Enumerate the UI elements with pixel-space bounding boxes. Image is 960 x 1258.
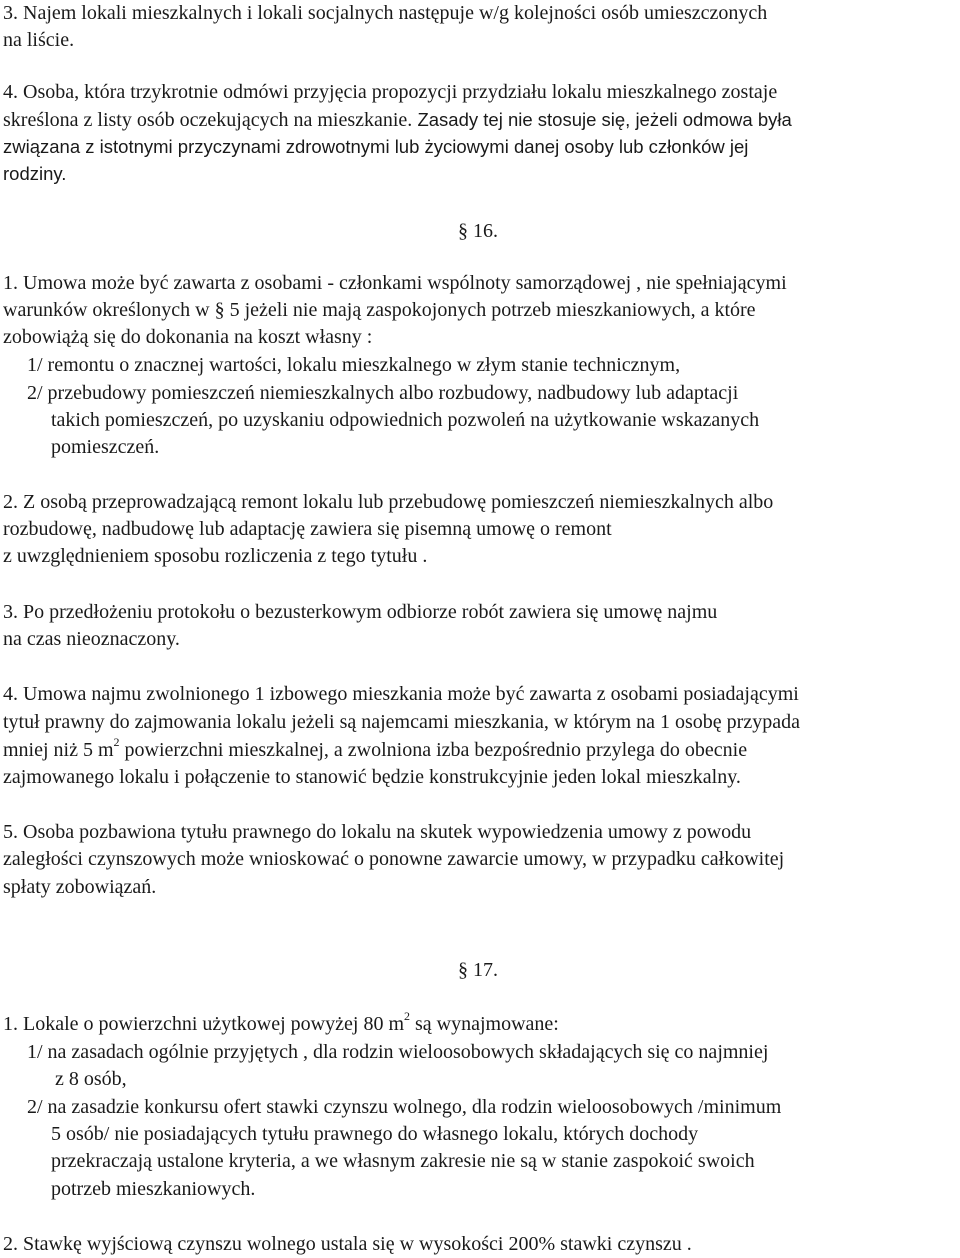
s16-point-5-line-3: spłaty zobowiązań.: [3, 876, 157, 898]
paragraph-3-line-2: na liście.: [3, 29, 75, 51]
s16-point-4-line-3-start: mniej niż 5 m: [3, 739, 114, 761]
s16-point-5-line-2: zaległości czynszowych może wnioskować o ponowne zawarcie umowy, w przypadku całkowitej: [3, 848, 785, 870]
s17-point-1-item-2-line-2: 5 osób/ nie posiadających tytułu prawnego do własnego lokalu, których dochody: [51, 1123, 699, 1145]
paragraph-4-line-2-sans: Zasady tej nie stosuje się, jeżeli odmowa była: [412, 109, 792, 130]
s17-point-1-item-1-line-1: 1/ na zasadach ogólnie przyjętych , dla rodzin wieloosobowych składających się co najmniej: [27, 1041, 769, 1063]
superscript-2: 2: [113, 735, 120, 750]
s16-point-1-line-2: warunków określonych w § 5 jeżeli nie mają zaspokojonych potrzeb mieszkaniowych, a które: [3, 299, 756, 321]
s17-point-1-item-2-line-1: 2/ na zasadzie konkursu ofert stawki czynszu wolnego, dla rodzin wieloosobowych /minimum: [27, 1096, 782, 1118]
s16-point-1-item-2-line-3: pomieszczeń.: [51, 436, 160, 458]
s16-point-3-line-2: na czas nieoznaczony.: [3, 628, 180, 650]
s16-point-4-line-2: tytuł prawny do zajmowania lokalu jeżeli są najemcami mieszkania, w którym na 1 osobę przypada: [3, 711, 800, 733]
s16-point-1-line-1: 1. Umowa może być zawarta z osobami - członkami wspólnoty samorządowej , nie spełniającymi: [3, 272, 787, 294]
s16-point-1-item-2-line-1: 2/ przebudowy pomieszczeń niemieszkalnych albo rozbudowy, nadbudowy lub adaptacji: [27, 382, 739, 404]
s17-point-1-line-1-start: 1. Lokale o powierzchni użytkowej powyżej 80 m: [3, 1013, 404, 1035]
s16-point-1-item-1: 1/ remontu o znacznej wartości, lokalu mieszkalnego w złym stanie technicznym,: [27, 354, 681, 376]
s16-point-1-line-3: zobowiążą się do dokonania na koszt własny :: [3, 326, 373, 348]
paragraph-4-line-2: [3, 106, 792, 134]
paragraph-3-line-1: 3. Najem lokali mieszkalnych i lokali socjalnych następuje w/g kolejności osób umieszczonych: [3, 2, 768, 24]
paragraph-4-line-3: związana z istotnymi przyczynami zdrowotnymi lub życiowymi danej osoby lub członków jej: [3, 136, 749, 157]
s16-point-4-line-4: zajmowanego lokalu i połączenie to stanowić będzie konstrukcyjnie jeden lokal mieszkalny.: [3, 766, 741, 788]
s17-point-1-item-2-line-4: potrzeb mieszkaniowych.: [51, 1178, 256, 1200]
s16-point-2-line-2: rozbudowę, nadbudowę lub adaptację zawiera się pisemną umowę o remont: [3, 518, 612, 540]
superscript-2: 2: [404, 1009, 410, 1024]
s17-point-1-line-1-end: są wynajmowane:: [410, 1013, 559, 1035]
s16-point-2-line-3: z uwzględnieniem sposobu rozliczenia z tego tytułu .: [3, 545, 428, 567]
s16-point-1-item-2-line-2: takich pomieszczeń, po uzyskaniu odpowiednich pozwoleń na użytkowanie wskazanych: [51, 409, 760, 431]
s16-point-5-line-1: 5. Osoba pozbawiona tytułu prawnego do lokalu na skutek wypowiedzenia umowy z powodu: [3, 821, 752, 843]
paragraph-4-line-4: rodziny.: [3, 163, 67, 184]
section-17-heading: § 17.: [458, 959, 498, 981]
s17-point-2-line-1: 2. Stawkę wyjściową czynszu wolnego ustala się w wysokości 200% stawki czynszu .: [3, 1233, 692, 1255]
s16-point-4-line-3-end: powierzchni mieszkalnej, a zwolniona izba bezpośrednio przylega do obecnie: [119, 739, 748, 761]
s16-point-4-line-3: [3, 737, 747, 764]
s17-point-1-item-1-line-2: z 8 osób,: [55, 1068, 127, 1090]
s17-point-1-item-2-line-3: przekraczają ustalone kryteria, a we własnym zakresie nie są w stanie zaspokoić swoich: [51, 1150, 755, 1172]
paragraph-4-line-2-serif: skreślona z listy osób oczekujących na mieszkanie.: [3, 109, 413, 131]
s16-point-2-line-1: 2. Z osobą przeprowadzającą remont lokalu lub przebudowę pomieszczeń niemieszkalnych albo: [3, 491, 774, 513]
s16-point-3-line-1: 3. Po przedłożeniu protokołu o bezusterkowym odbiorze robót zawiera się umowę najmu: [3, 601, 718, 623]
paragraph-4-line-1: 4. Osoba, która trzykrotnie odmówi przyjęcia propozycji przydziału lokalu mieszkalnego zostaje: [3, 81, 778, 103]
s17-point-1-line-1: [3, 1011, 559, 1038]
section-16-heading: § 16.: [458, 220, 498, 242]
s16-point-4-line-1: 4. Umowa najmu zwolnionego 1 izbowego mieszkania może być zawarta z osobami posiadającymi: [3, 683, 799, 705]
